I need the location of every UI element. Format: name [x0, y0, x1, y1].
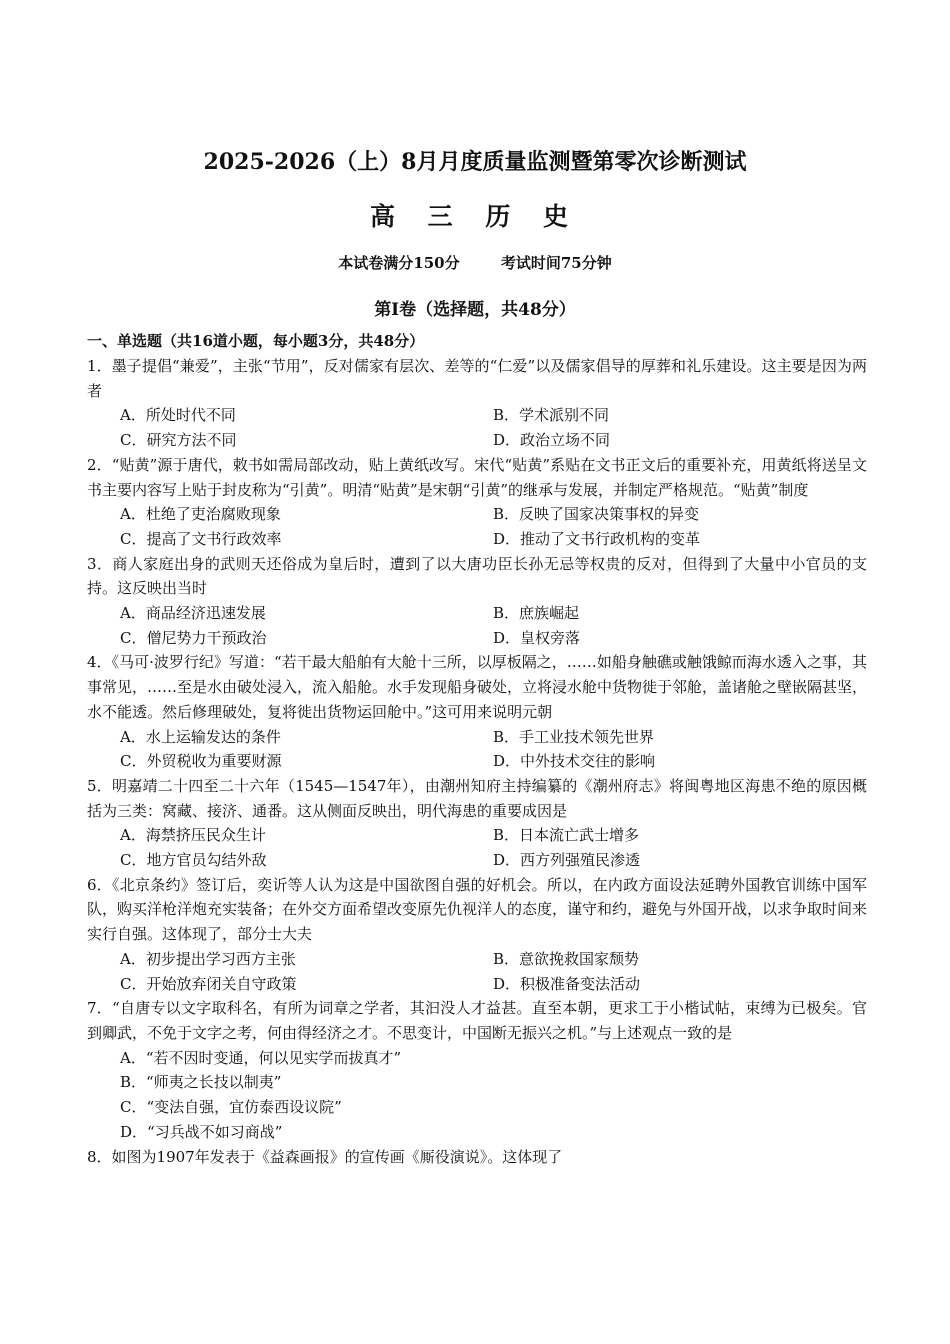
section-heading: 一、单选题（共16道小题，每小题3分，共48分） [87, 332, 425, 350]
options [87, 725, 867, 774]
part-title: 第Ⅰ卷（选择题，共48分） [374, 300, 576, 320]
option-c: C．外贸税收为重要财源 [120, 752, 282, 771]
option-c: C．“变法自强，宜仿泰西设议院” [120, 1098, 342, 1117]
option-d: D．积极准备变法活动 [493, 974, 641, 993]
option-a: A．水上运输发达的条件 [120, 727, 281, 746]
option-c: C．提高了文书行政效率 [120, 529, 282, 548]
question-stem: 1．墨子提倡“兼爱”，主张“节用”，反对儒家有层次、差等的“仁爱”以及儒家倡导的厚葬和礼乐建设。这主要是因为两者 [87, 357, 867, 400]
question-8 [87, 1145, 867, 1170]
options [87, 601, 867, 650]
question-1 [87, 354, 867, 453]
exam-time: 考试时间75分钟 [500, 254, 612, 272]
full-score: 本试卷满分150分 [338, 254, 460, 272]
option-b: B．意欲挽救国家颓势 [493, 949, 640, 968]
question-2 [87, 453, 867, 552]
question-7 [87, 996, 867, 1144]
option-d: D．“习兵战不如习商战” [120, 1122, 283, 1141]
option-c: C．开始放弃闭关自守政策 [120, 974, 297, 993]
exam-title: 2025-2026（上）8月月度质量监测暨第零次诊断测试 [203, 149, 747, 175]
options [87, 1046, 867, 1145]
options [87, 823, 867, 872]
option-c: C．僧尼势力干预政治 [120, 628, 267, 647]
option-a: A．杜绝了吏治腐败现象 [120, 505, 281, 524]
options [87, 502, 867, 551]
question-stem: 3．商人家庭出身的武则天还俗成为皇后时，遭到了以大唐功臣长孙无忌等权贵的反对，但得到了大量中小官员的支持。这反映出当时 [87, 554, 867, 598]
question-stem: 8．如图为1907年发表于《益森画报》的宣传画《厮役演说》。这体现了 [87, 1147, 563, 1166]
option-c: C．研究方法不同 [120, 431, 237, 450]
option-b: B．手工业技术领先世界 [493, 727, 655, 746]
option-b: B．日本流亡武士增多 [493, 826, 640, 845]
option-a: A．初步提出学习西方主张 [120, 949, 296, 968]
question-6 [87, 873, 867, 997]
options [87, 403, 867, 452]
question-stem: 6．《北京条约》签订后，奕䜣等人认为这是中国欲图自强的好机会。所以，在内政方面设法延聘外国教官训练中国军队，购买洋枪洋炮充实装备；在外交方面希望改变原先仇视洋人的态度，谨守和约，避免与外国开战，以求争取时间来实行自强。这体现了，部分士大夫 [87, 875, 868, 944]
question-stem: 7．“自唐专以文字取科名，有所为词章之学者，其汩没人才益甚。直至本朝，更求工于小楷试帖，束缚为已极矣。官到卿武，不免于文字之考，何由得经济之才。不思变计，中国断无振兴之机。”与上述观点一致的是 [87, 999, 867, 1042]
option-b: B．庶族崛起 [493, 604, 580, 623]
question-5 [87, 774, 867, 873]
question-stem: 4．《马可·波罗行纪》写道：“若干最大船舶有大舱十三所，以厚板隔之，……如船身触礁或触饿鲸而海水透入之事，其事常见，……至是水由破处浸入，流入船舱。水手发现船身破处，立将浸水舱中货物徙于邻舱，盖诸舱之壁嵌隔甚坚，水不能透。然后修理破处，复将徙出货物运回舱中。”这可用来说明元朝 [87, 653, 868, 721]
question-stem: 5．明嘉靖二十四至二十六年（1545—1547年），由潮州知府主持编纂的《潮州府志》将闽粤地区海患不绝的原因概括为三类：窝藏、接济、通番。这从侧面反映出，明代海患的重要成因是 [87, 776, 867, 820]
option-a: A．“若不因时变通，何以见实学而拔真才” [120, 1048, 402, 1067]
exam-info [0, 252, 950, 273]
question-3 [87, 552, 867, 651]
subject-title: 高 三 历 史 [369, 202, 581, 231]
option-d: D．中外技术交往的影响 [493, 752, 656, 771]
option-c: C．地方官员勾结外敌 [120, 851, 267, 870]
option-a: A．所处时代不同 [120, 406, 236, 425]
options [87, 947, 867, 996]
option-a: A．海禁挤压民众生计 [120, 826, 266, 845]
option-a: A．商品经济迅速发展 [120, 604, 266, 623]
option-d: D．西方列强殖民渗透 [493, 851, 641, 870]
option-d: D．推动了文书行政机构的变革 [493, 529, 701, 548]
option-d: D．政治立场不同 [493, 431, 611, 450]
option-b: B．学术派别不同 [493, 406, 610, 425]
question-stem: 2．“贴黄”源于唐代，敕书如需局部改动，贴上黄纸改写。宋代“贴黄”系贴在文书正文后的重要补充，用黄纸将送呈文书主要内容写上贴于封皮称为“引黄”。明清“贴黄”是宋朝“引黄”的继承与发展，并制定严格规范。“贴黄”制度 [87, 455, 867, 499]
option-b: B．“师夷之长技以制夷” [120, 1073, 282, 1092]
question-list [87, 354, 867, 1169]
option-d: D．皇权旁落 [493, 628, 581, 647]
question-4 [87, 650, 867, 774]
option-b: B．反映了国家决策事权的异变 [493, 505, 700, 524]
